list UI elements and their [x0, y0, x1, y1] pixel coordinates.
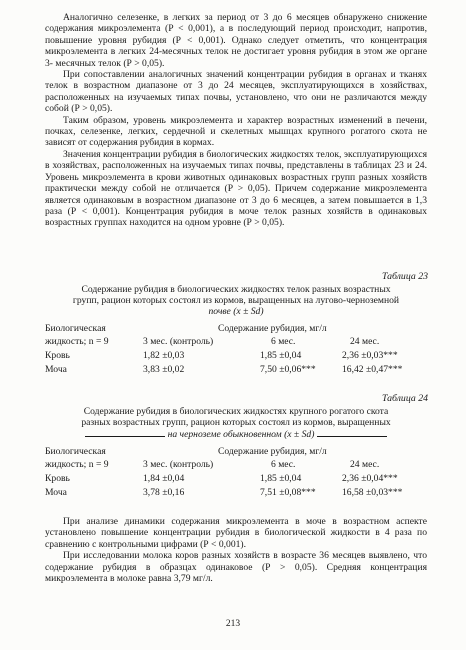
cell-3mo: 3,78 ±0,16: [143, 487, 185, 498]
row-label: Моча: [45, 364, 67, 375]
body-text-bottom: [45, 516, 427, 584]
row-label: Кровь: [45, 473, 70, 484]
table-24-col-2: 6 мес.: [271, 459, 296, 470]
table-24-title-line-2: разных возрастных групп, рацион которых состоял из кормов, выращенных: [81, 417, 391, 429]
table-24-title-line-1: Содержание рубидия в биологических жидкостях крупного рогатого скота: [83, 406, 389, 417]
cell-3mo: 1,84 ±0,04: [143, 473, 185, 484]
table-24-head-left-1: Биологическая: [45, 446, 106, 457]
table-24-col-1: 3 мес. (контроль): [143, 459, 214, 470]
body-text-top: [45, 12, 427, 229]
table-24-head-left-2: жидкость; n = 9: [45, 459, 109, 470]
cell-24mo: 16,42 ±0,47***: [342, 364, 403, 375]
table-23-header-row-2: [0, 336, 466, 348]
table-23-col-2: 6 мес.: [271, 336, 296, 347]
table-23-head-group: Содержание рубидия, мг/л: [218, 323, 327, 334]
cell-6mo: 7,51 ±0,08***: [260, 487, 316, 498]
page-number: 213: [225, 619, 241, 629]
cell-3mo: 3,83 ±0,02: [143, 364, 185, 375]
table-23-title-line-3: почве (x ± Sd): [208, 306, 264, 318]
table-24-head-group: Содержание рубидия, мг/л: [218, 446, 327, 457]
paragraph-6: При исследовании молока коров разных хозяйств в возрасте 36 месяцев выявлено, что содержание рубидия в образцах одинаковое (Р > 0,05). Средняя концентрация микроэлемента в молоке равна 3,79 мг/л.: [45, 550, 427, 585]
row-label: Моча: [45, 487, 67, 498]
table-24-header-row-2: [0, 459, 466, 471]
table-24-col-3: 24 мес.: [350, 459, 380, 470]
table-23-col-3: 24 мес.: [350, 336, 380, 347]
rule-right: [317, 428, 387, 437]
cell-6mo: 1,85 ±0,04: [260, 350, 302, 361]
rule-left: [85, 428, 165, 437]
table-24-title-line-3-wrap: [45, 428, 427, 440]
paragraph-5: При анализе динамики содержания микроэлемента в моче в возрастном аспекте установлено повышение концентрации рубидия в биологической жидкости в 4 раза по сравнению с контрольными цифрами (Р < 0,001).: [45, 516, 427, 550]
table-24-caption: Таблица 24: [381, 393, 428, 404]
table-23-header-row-1: [0, 323, 466, 335]
paragraph-2: При сопоставлении аналогичных значений концентрации рубидия в органах и тканях телок в возрастном диапазоне от 3 до 24 месяцев, эксплуатирующихся в хозяйствах, расположенных на изучаемых типах почвы, установлено, что они не различаются между собой (Р > 0,05).: [45, 69, 427, 115]
table-23-title-line-2: групп, рацион которых состоял из кормов, выращенных на лугово-черноземной: [72, 295, 400, 307]
table-24-title: [45, 406, 427, 441]
table-23-head-left-1: Биологическая: [45, 323, 106, 334]
table-row: [0, 487, 466, 499]
cell-24mo: 2,36 ±0,03***: [342, 350, 398, 361]
cell-6mo: 1,85 ±0,04: [260, 473, 302, 484]
cell-24mo: 16,58 ±0,03***: [342, 487, 403, 498]
paragraph-3: Таким образом, уровень микроэлемента и характер возрастных изменений в печени, почках, селезенке, легких, сердечной и скелетных мышцах крупного рогатого скота не зависят от содержания рубидия в кормах.: [45, 114, 427, 149]
table-row: [0, 473, 466, 485]
cell-24mo: 2,36 ±0,04***: [342, 473, 398, 484]
table-23-col-1: 3 мес. (контроль): [143, 336, 214, 347]
table-23-caption: Таблица 23: [381, 271, 428, 282]
row-label: Кровь: [45, 350, 70, 361]
table-23-head-left-2: жидкость; n = 9: [45, 336, 109, 347]
table-row: [0, 364, 466, 376]
table-row: [0, 350, 466, 362]
cell-3mo: 1,82 ±0,03: [143, 350, 185, 361]
table-24-header-row-1: [0, 446, 466, 458]
cell-6mo: 7,50 ±0,06***: [260, 364, 316, 375]
table-24-title-line-3: на черноземе обыкновенном (x ± Sd): [167, 429, 315, 441]
table-23-title: [45, 284, 427, 318]
paragraph-1: Аналогично селезенке, в легких за период от 3 до 6 месяцев обнаружено снижение содержания микроэлемента (Р < 0,001), а в последующий период происходит, напротив, повышение уровня рубидия (Р < 0,001). Однако следует отметить, что концентрация микроэлемента в легких 24-месячных телок не достигает уровня рубидия в этом же органе 3- месячных телок (Р > 0,05).: [45, 12, 427, 69]
table-23-title-line-1: Содержание рубидия в биологических жидкостях телок разных возрастных: [81, 284, 391, 295]
paragraph-4: Значения концентрации рубидия в биологических жидкостях телок, эксплуатирующихся в хозяйствах, расположенных на изучаемых типах почвы, представлены в таблицах 23 и 24. Уровень микроэлемента в крови животных одинаковых возрастных групп разных хозяйств практически между собой не отличается (Р > 0,05). Причем содержание микроэлемента является одинаковым в возрастном диапазоне от 3 до 6 месяцев, а затем повышается в 1,3 раза (Р < 0,001). Концентрация рубидия в моче телок разных хозяйств в одинаковых возрастных группах находится на одном уровне (Р > 0,05).: [45, 148, 427, 229]
